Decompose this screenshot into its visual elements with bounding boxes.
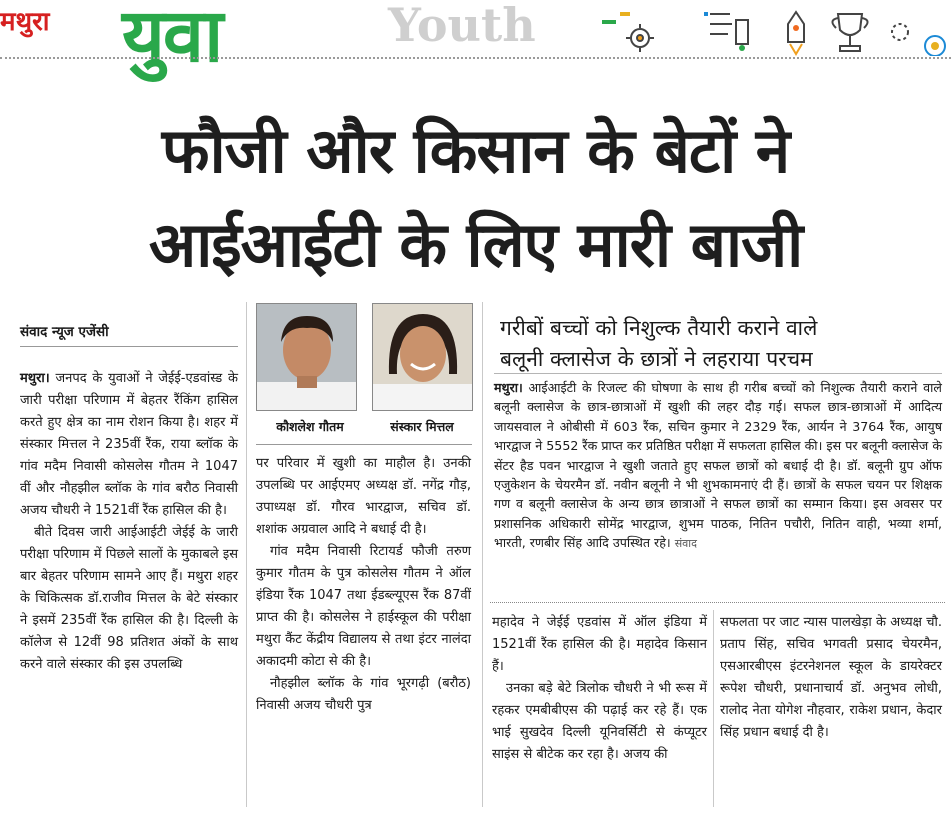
masthead-icons <box>600 8 950 56</box>
target-icon <box>892 24 945 56</box>
paragraph: गांव मदैम निवासी रिटायर्ड फौजी तरुण कुमार गौतम के पुत्र कोसलेस गौतम ने ऑल इंडिया रैंक 1047 तथा ईडब्ल्यूएस रैंक 87वीं प्राप्त की है। कोसलेस ने हाईस्कूल की परीक्षा मथुरा कैंट केंद्रीय विद्यालय से तथा इंटर नालंदा अकादमी कोटा से की है। <box>256 544 471 669</box>
paragraph: नौहझील ब्लॉक के गांव भूरगढ़ी (बरौठ) निवासी अजय चौधरी पुत्र <box>256 676 471 713</box>
city-label: मथुरा <box>0 7 50 37</box>
column-divider <box>246 302 247 807</box>
paragraph: उनका बड़े बेटे त्रिलोक चौधरी ने भी रूस में रहकर एमबीबीएस की पढ़ाई कर रहे हैं। एक भाई सुखदेव दिल्ली यूनिवर्सिटी से कंप्यूटर साइंस से बीटेक कर रहा है। अजय की <box>492 681 707 762</box>
column-divider <box>713 610 714 807</box>
article-column-2 <box>256 453 471 717</box>
column-divider <box>482 302 483 807</box>
trophy-icon <box>832 14 867 51</box>
box-bottom-divider <box>490 602 945 603</box>
article-column-4 <box>720 612 942 744</box>
box-headline-line-2: बलूनी क्लासेज के छात्रों ने लहराया परचम <box>500 347 813 371</box>
box-divider <box>494 373 942 374</box>
rocket-icon <box>788 12 804 54</box>
photo-kaushlesh-gautam <box>256 303 357 411</box>
box-article-body <box>494 378 942 554</box>
paragraph: बीते दिवस जारी आईआईटी जेईई के जारी परीक्षा परिणाम में पिछले सालों के मुकाबले इस बार बेहतर परिणाम सामने आए हैं। मथुरा शहर के चिकित्सक डॉ.राजीव मित्तल के बेटे संस्कार ने इसमें 235वीं रैंक हासिल की है। दिल्ली के कॉलेज से 12वीं 98 प्रतिशत अंकों के साथ करने वाले संस्कार की इस उपलब्धि <box>20 525 238 672</box>
paragraph: महादेव ने जेईई एडवांस में ऑल इंडिया में 1521वीं रैंक हासिल की है। महादेव किसान हैं। <box>492 615 707 674</box>
paragraph: सफलता पर जाट न्यास पालखेड़ा के अध्यक्ष चौ. प्रताप सिंह, सचिव भगवती प्रसाद चेयरमैन, एसआरबीएस इंटरनेशनल स्कूल के डायरेक्टर रूपेश चौधरी, प्रधानाचार्य डॉ. अनुभव लोधी, रालोद नेता योगेश नौहवार, राकेश प्रधान, केदार सिंह प्रधान बधाई दी है। <box>720 615 942 740</box>
paragraph: पर परिवार में खुशी का माहौल है। उनकी उपलब्धि पर आईएमए अध्यक्ष डॉ. नगेंद्र गौड़, उपाध्यक्ष डॉ. गौरव भारद्वाज, सचिव डॉ. शशांक अग्रवाल आदि ने बधाई दी है। <box>256 456 471 537</box>
source-credit: संवाद <box>674 537 697 551</box>
section-title-english: Youth <box>388 0 536 52</box>
settings-gear-icon <box>602 12 654 52</box>
headline-line-2: आईआईटी के लिए मारी बाजी <box>148 208 803 281</box>
article-column-1 <box>20 368 238 676</box>
photo-caption: कौशलेश गौतम <box>276 419 344 434</box>
masthead-divider <box>0 57 951 59</box>
article-column-3 <box>492 612 707 766</box>
paragraph: जनपद के युवाओं ने जेईई-एडवांस्ड के जारी परीक्षा परिणाम में बेहतर रैंकिंग हासिल करते हुए क्षेत्र का नाम रोशन किया है। शहर में संस्कार मित्तल ने 235वीं रैंक, राया ब्लॉक के गांव मदैम निवासी कोसलेस गौतम ने 1047 वीं और नौहझील ब्लॉक के गांव बरौठ निवासी अजय चौधरी ने 1521वीं रैंक हासिल की है। <box>20 371 238 518</box>
dateline: मथुरा। <box>20 371 50 386</box>
dateline: मथुरा। <box>494 380 523 395</box>
byline: संवाद न्यूज एजेंसी <box>20 322 238 347</box>
main-headline <box>0 104 951 292</box>
photo-caption: संस्कार मित्तल <box>390 419 454 434</box>
paragraph: आईआईटी के रिजल्ट की घोषणा के साथ ही गरीब बच्चों को निशुल्क तैयारी कराने वाले बलूनी क्लासेज के छात्र-छात्राओं में खुशी की लहर दौड़ गई। सफल छात्र-छात्राओं में आदित्य जायसवाल ने ओबीसी में 603 रैंक, सचिन कुमार ने 2329 रैंक, आर्यन ने 3764 रैंक, आयुष भारद्वाज ने 5552 रैंक प्राप्त कर प्रतिष्ठित परीक्षा में सफलता हासिल की। इस पर बलूनी क्लासेज के सेंटर हैड पवन भारद्वाज ने खुशी जताते हुए सफल छात्रों को बधाई दी है। डॉ. बलूनी ग्रुप ऑफ एजुकेशन के चेयरमैन डॉ. नवीन बलूनी ने भी शुभकामनाएं दी हैं। छात्रों के सफल चयन पर शिक्षक गण व बलूनी क्लासेज के अन्य छात्र छात्राओं ने सफल छात्रों का सम्मान किया। इस अवसर पर प्रशासनिक अधिकारी सोमेंद्र भारद्वाज, शुभम पाठक, नितिन पचौरी, नितिन वाही, भव्या शर्मा, भारती, रणबीर सिंह आदि उपस्थित रहे। <box>494 380 942 551</box>
list-checklist-icon <box>704 12 748 51</box>
section-title-hindi: युवा <box>122 0 222 79</box>
headline-line-1: फौजी और किसान के बेटों ने <box>161 114 790 187</box>
box-headline-line-1: गरीबों बच्चों को निशुल्क तैयारी कराने वाले <box>500 316 818 340</box>
caption-divider <box>256 444 472 445</box>
photo-sanskar-mittal <box>372 303 473 411</box>
box-headline <box>500 313 940 375</box>
